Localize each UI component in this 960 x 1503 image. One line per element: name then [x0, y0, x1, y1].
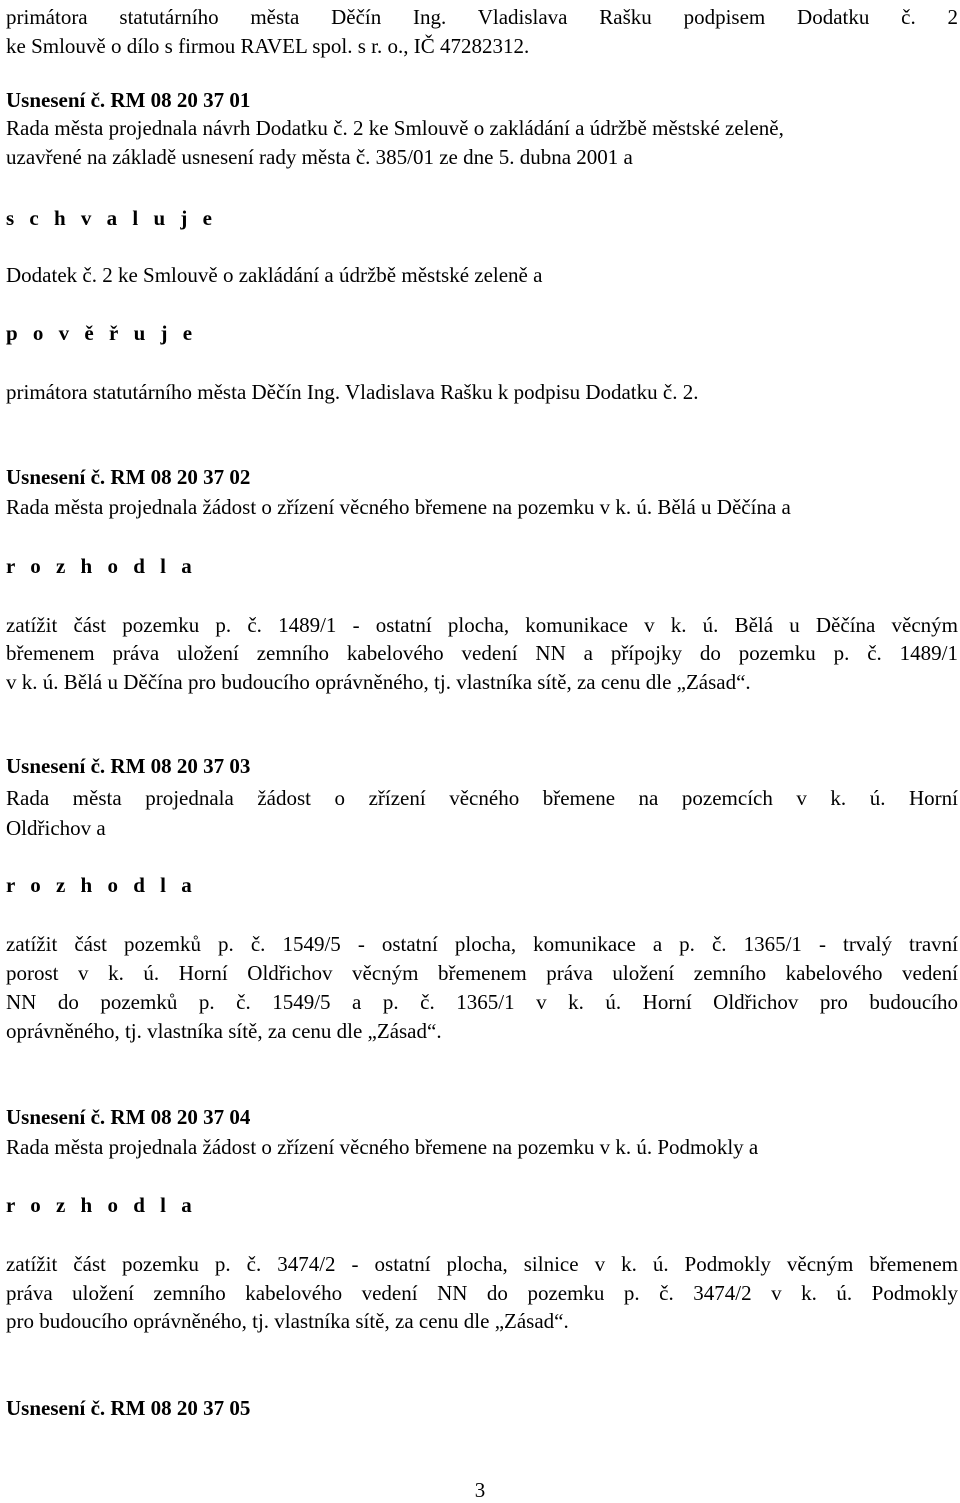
resolution-verb: r o z h o d l a — [6, 1193, 197, 1217]
page-number: 3 — [474, 1478, 486, 1502]
resolution-text: práva uložení zemního kabelového vedení NN do pozemku p. č. 3474/2 v k. ú. Podmokly — [6, 1281, 958, 1305]
resolution-body: Rada města projednala žádost o zřízení věcného břemene na pozemku v k. ú. Podmokly a — [6, 1135, 759, 1159]
resolution-body: Rada města projednala návrh Dodatku č. 2 ke Smlouvě o zakládání a údržbě městské zeleně, — [6, 116, 784, 140]
resolution-text: zatížit část pozemku p. č. 1489/1 - ostatní plocha, komunikace v k. ú. Bělá u Děčína věcným — [6, 613, 958, 637]
resolution-text: porost v k. ú. Horní Oldřichov věcným břemenem práva uložení zemního kabelového vedení — [6, 961, 958, 985]
resolution-text: břemenem práva uložení zemního kabelového vedení NN a přípojky do pozemku p. č. 1489/1 — [6, 641, 958, 665]
resolution-verb: r o z h o d l a — [6, 554, 197, 578]
resolution-verb: p o v ě ř u j e — [6, 321, 198, 345]
intro-line: ke Smlouvě o dílo s firmou RAVEL spol. s r. o., IČ 47282312. — [6, 34, 530, 58]
resolution-text: v k. ú. Bělá u Děčína pro budoucího oprávněného, tj. vlastníka sítě, za cenu dle „Zásad“. — [6, 670, 751, 694]
resolution-verb: s c h v a l u j e — [6, 206, 217, 230]
resolution-body: uzavřené na základě usnesení rady města č. 385/01 ze dne 5. dubna 2001 a — [6, 145, 633, 169]
resolution-heading: Usnesení č. RM 08 20 37 03 — [6, 754, 251, 778]
intro-line: primátora statutárního města Děčín Ing. Vladislava Rašku podpisem Dodatku č. 2 — [6, 5, 958, 29]
resolution-body: Oldřichov a — [6, 816, 106, 840]
resolution-text: oprávněného, tj. vlastníka sítě, za cenu dle „Zásad“. — [6, 1019, 442, 1043]
resolution-text: zatížit část pozemků p. č. 1549/5 - ostatní plocha, komunikace a p. č. 1365/1 - trvalý travní — [6, 932, 958, 956]
resolution-heading: Usnesení č. RM 08 20 37 02 — [6, 465, 251, 489]
resolution-heading: Usnesení č. RM 08 20 37 01 — [6, 88, 251, 112]
resolution-heading: Usnesení č. RM 08 20 37 05 — [6, 1396, 251, 1420]
resolution-verb: r o z h o d l a — [6, 873, 197, 897]
resolution-text: NN do pozemků p. č. 1549/5 a p. č. 1365/1 v k. ú. Horní Oldřichov pro budoucího — [6, 990, 958, 1014]
resolution-text: pro budoucího oprávněného, tj. vlastníka sítě, za cenu dle „Zásad“. — [6, 1309, 569, 1333]
resolution-body: Rada města projednala žádost o zřízení věcného břemene na pozemku v k. ú. Bělá u Děčína a — [6, 495, 791, 519]
resolution-text: Dodatek č. 2 ke Smlouvě o zakládání a údržbě městské zeleně a — [6, 263, 543, 287]
resolution-text: primátora statutárního města Děčín Ing. Vladislava Rašku k podpisu Dodatku č. 2. — [6, 380, 699, 404]
resolution-body: Rada města projednala žádost o zřízení věcného břemene na pozemcích v k. ú. Horní — [6, 786, 958, 810]
resolution-text: zatížit část pozemku p. č. 3474/2 - ostatní plocha, silnice v k. ú. Podmokly věcným břemenem — [6, 1252, 958, 1276]
resolution-heading: Usnesení č. RM 08 20 37 04 — [6, 1105, 251, 1129]
